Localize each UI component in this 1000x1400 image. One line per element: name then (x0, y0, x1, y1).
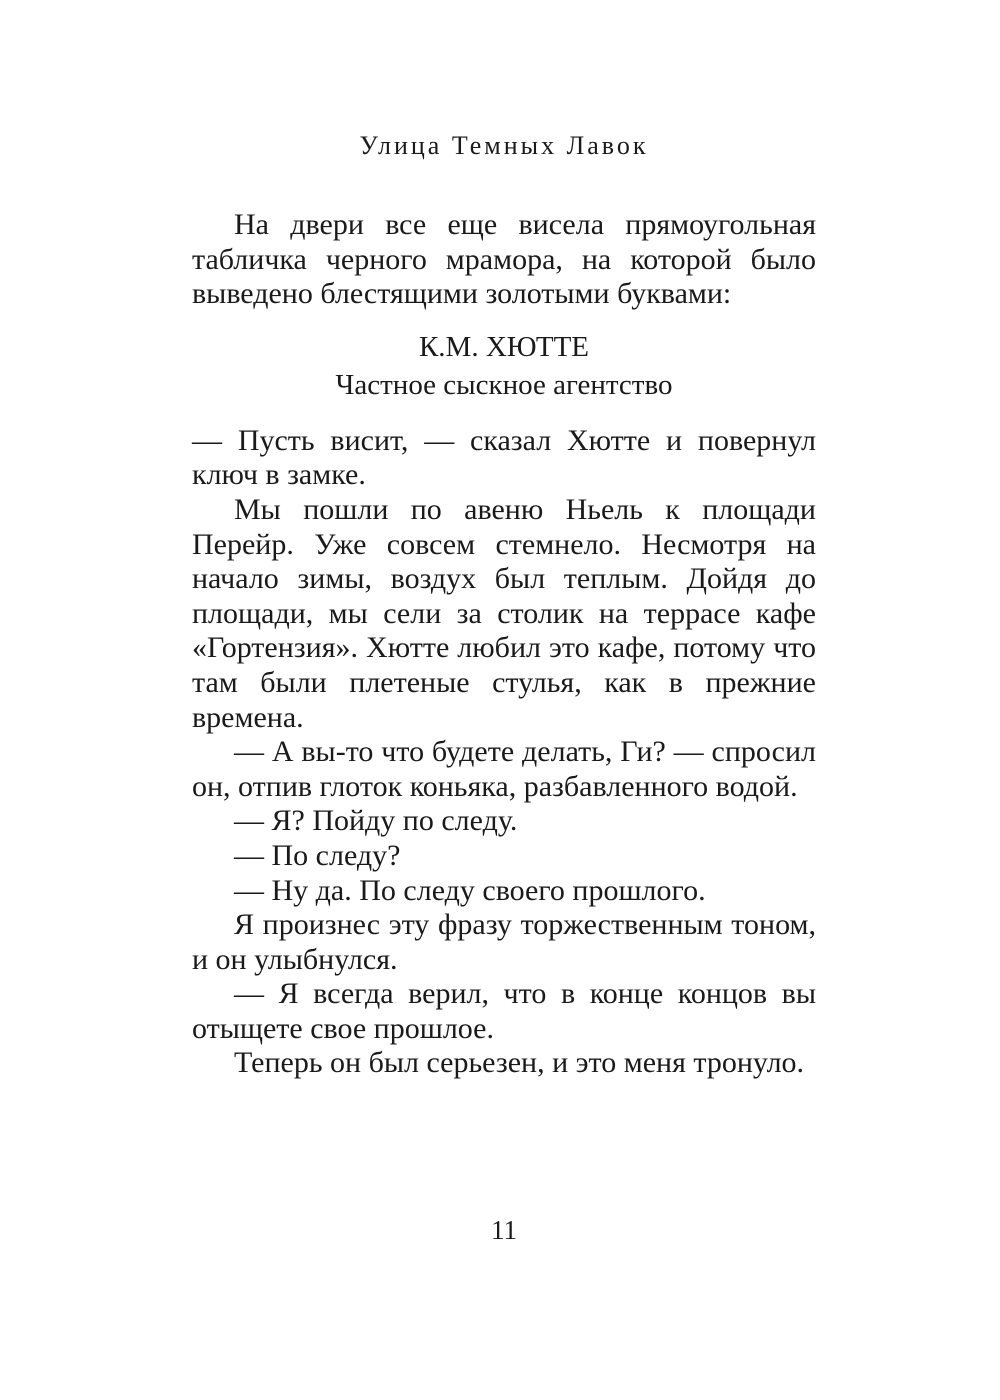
paragraph: — А вы-то что будете делать, Ги? — спросил он, отпив глоток коньяка, разбавленного водой. (192, 735, 816, 803)
sign-name: К.М. ХЮТТЕ (418, 330, 590, 363)
paragraph: — Пусть висит, — сказал Хютте и повернул ключ в замке. (192, 423, 816, 492)
page-number: 11 (491, 1215, 517, 1245)
intro-paragraph: На двери все еще висела прямоугольная табличка черного мрамора, на которой было выведено блестящими золотыми буквами: (192, 208, 816, 311)
paragraph: — Я? Пойду по следу. (234, 804, 518, 838)
running-head: Улица Темных Лавок (359, 131, 649, 160)
paragraph: Я произнес эту фразу торжественным тоном, и он улыбнулся. (192, 908, 816, 976)
paragraph: Мы пошли по авеню Ньель к площади Перейр. Уже совсем стемнело. Несмотря на начало зимы, воздух был теплым. Дойдя до площади, мы сели за столик на террасе кафе «Гортензия». Хютте любил это кафе, потому что там были плетеные стулья, как в прежние времена. (192, 492, 816, 734)
paragraph: — Я всегда верил, что в конце концов вы отыщете свое прошлое. (192, 977, 816, 1045)
door-sign (192, 328, 816, 404)
paragraph: — По следу? (234, 838, 401, 872)
body-text (192, 208, 816, 1081)
book-page (192, 0, 816, 1400)
paragraph: — Ну да. По следу своего прошлого. (234, 873, 706, 907)
paragraph: Теперь он был серьезен, и это меня тронуло. (234, 1046, 805, 1080)
sign-subtitle: Частное сыскное агентство (335, 368, 673, 401)
